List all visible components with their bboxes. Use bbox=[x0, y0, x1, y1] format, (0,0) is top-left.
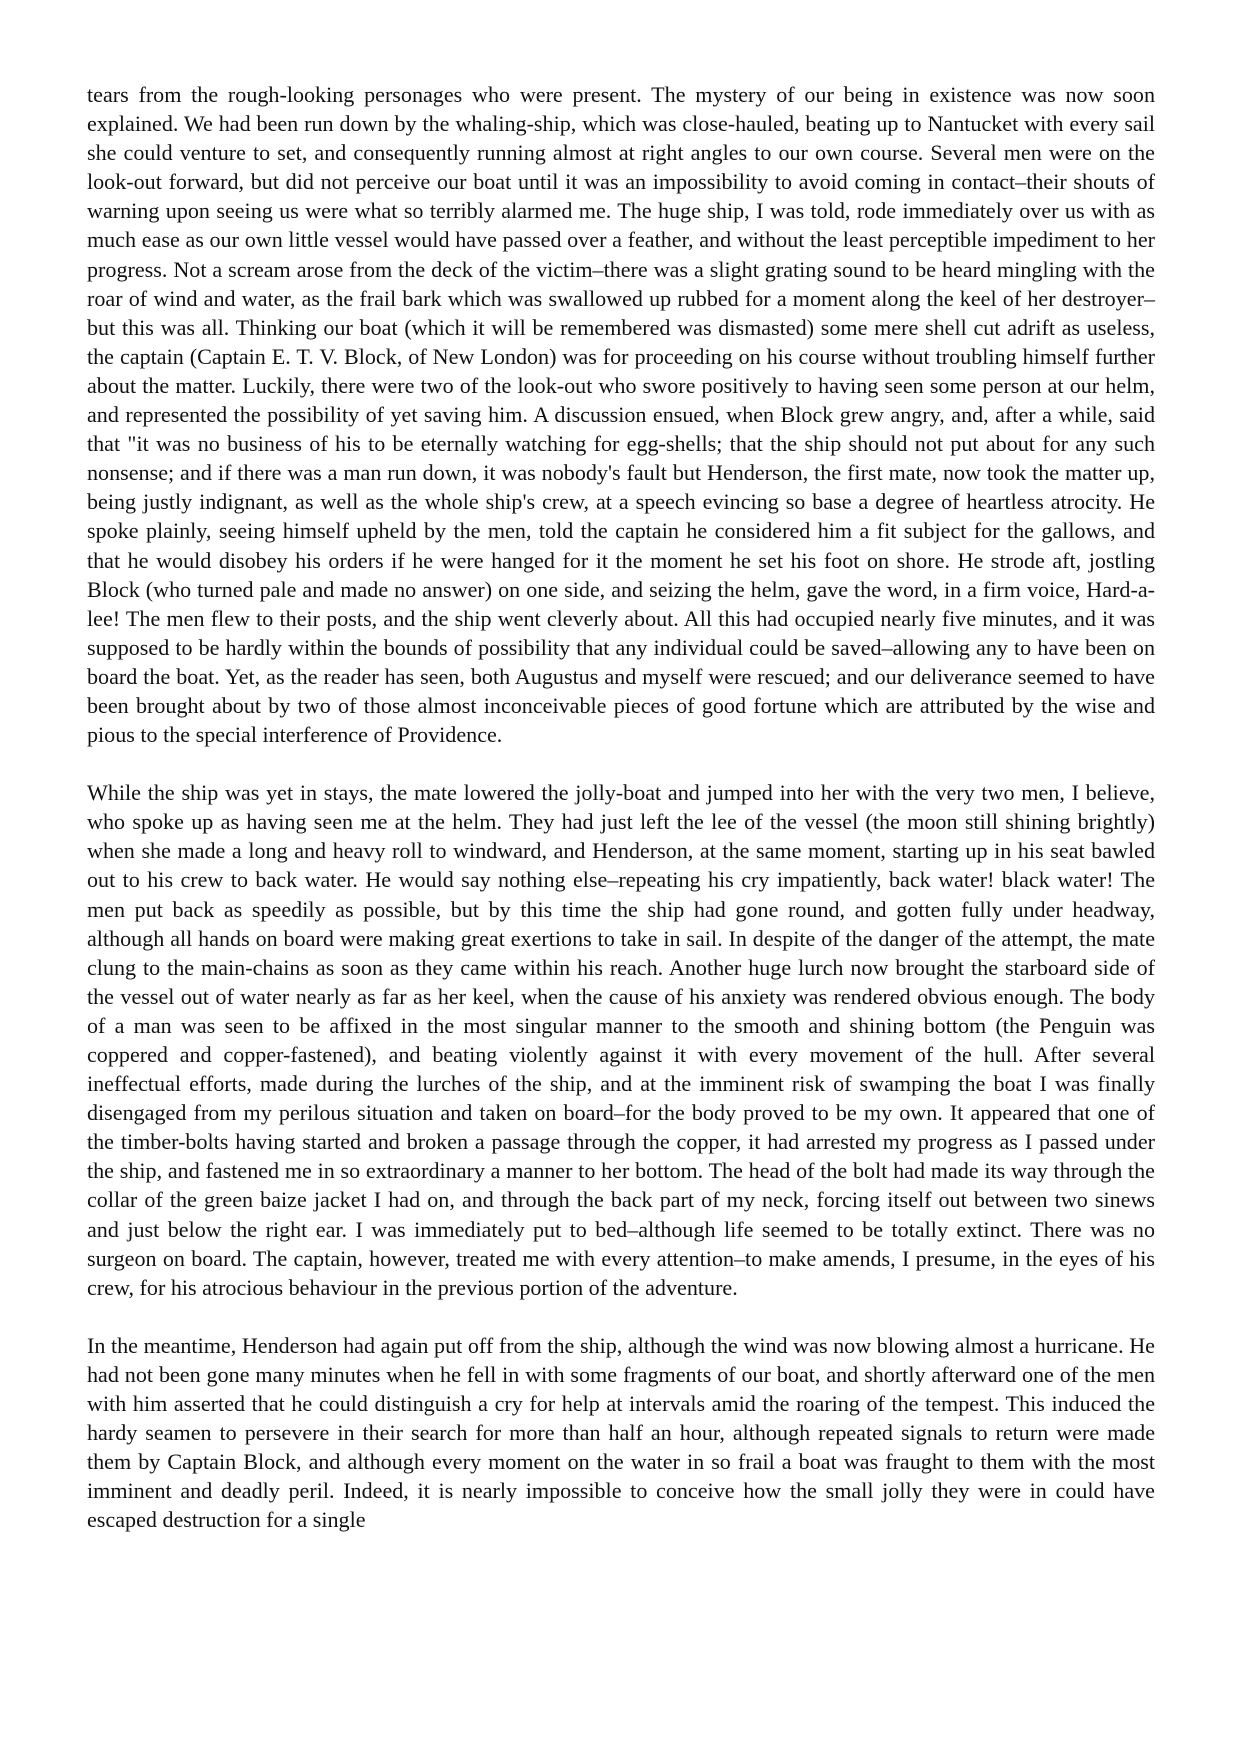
paragraph-1: tears from the rough-looking personages who were present. The mystery of our being in existence was now soon explained. We had been run down by the whaling-ship, which was close-hauled, beating up to Nantucket with every sail she could venture to set, and consequently running almost at right angles to our own course. Several men were on the look-out forward, but did not perceive our boat until it was an impossibility to avoid coming in contact–their shouts of warning upon seeing us were what so terribly alarmed me. The huge ship, I was told, rode immediately over us with as much ease as our own little vessel would have passed over a feather, and without the least perceptible impediment to her progress. Not a scream arose from the deck of the victim–there was a slight grating sound to be heard mingling with the roar of wind and water, as the frail bark which was swallowed up rubbed for a moment along the keel of her destroyer–but this was all. Thinking our boat (which it will be remembered was dismasted) some mere shell cut adrift as useless, the captain (Captain E. T. V. Block, of New London) was for proceeding on his course without troubling himself further about the matter. Luckily, there were two of the look-out who swore positively to having seen some person at our helm, and represented the possibility of yet saving him. A discussion ensued, when Block grew angry, and, after a while, said that "it was no business of his to be eternally watching for egg-shells; that the ship should not put about for any such nonsense; and if there was a man run down, it was nobody's fault but Henderson, the first mate, now took the matter up, being justly indignant, as well as the whole ship's crew, at a speech evincing so base a degree of heartless atrocity. He spoke plainly, seeing himself upheld by the men, told the captain he considered him a fit subject for the gallows, and that he would disobey his orders if he were hanged for it the moment he set his foot on shore. He strode aft, jostling Block (who turned pale and made no answer) on one side, and seizing the helm, gave the word, in a firm voice, Hard-a-lee! The men flew to their posts, and the ship went cleverly about. All this had occupied nearly five minutes, and it was supposed to be hardly within the bounds of possibility that any individual could be saved–allowing any to have been on board the boat. Yet, as the reader has seen, both Augustus and myself were rescued; and our deliverance seemed to have been brought about by two of those almost inconceivable pieces of good fortune which are attributed by the wise and pious to the special interference of Providence. bbox=[87, 82, 1155, 748]
document-page bbox=[87, 80, 1155, 1564]
paragraph-2: While the ship was yet in stays, the mate lowered the jolly-boat and jumped into her with the very two men, I believe, who spoke up as having seen me at the helm. They had just left the lee of the vessel (the moon still shining brightly) when she made a long and heavy roll to windward, and Henderson, at the same moment, starting up in his seat bawled out to his crew to back water. He would say nothing else–repeating his cry impatiently, back water! black water! The men put back as speedily as possible, but by this time the ship had gone round, and gotten fully under headway, although all hands on board were making great exertions to take in sail. In despite of the danger of the attempt, the mate clung to the main-chains as soon as they came within his reach. Another huge lurch now brought the starboard side of the vessel out of water nearly as far as her keel, when the cause of his anxiety was rendered obvious enough. The body of a man was seen to be affixed in the most singular manner to the smooth and shining bottom (the Penguin was coppered and copper-fastened), and beating violently against it with every movement of the hull. After several ineffectual efforts, made during the lurches of the ship, and at the imminent risk of swamping the boat I was finally disengaged from my perilous situation and taken on board–for the body proved to be my own. It appeared that one of the timber-bolts having started and broken a passage through the copper, it had arrested my progress as I passed under the ship, and fastened me in so extraordinary a manner to her bottom. The head of the bolt had made its way through the collar of the green baize jacket I had on, and through the back part of my neck, forcing itself out between two sinews and just below the right ear. I was immediately put to bed–although life seemed to be totally extinct. There was no surgeon on board. The captain, however, treated me with every attention–to make amends, I presume, in the eyes of his crew, for his atrocious behaviour in the previous portion of the adventure. bbox=[87, 780, 1155, 1300]
paragraph-3: In the meantime, Henderson had again put off from the ship, although the wind was now blowing almost a hurricane. He had not been gone many minutes when he fell in with some fragments of our boat, and shortly afterward one of the men with him asserted that he could distinguish a cry for help at intervals amid the roaring of the tempest. This induced the hardy seamen to persevere in their search for more than half an hour, although repeated signals to return were made them by Captain Block, and although every moment on the water in so frail a boat was fraught to them with the most imminent and deadly peril. Indeed, it is nearly impossible to conceive how the small jolly they were in could have escaped destruction for a single bbox=[87, 1332, 1155, 1533]
